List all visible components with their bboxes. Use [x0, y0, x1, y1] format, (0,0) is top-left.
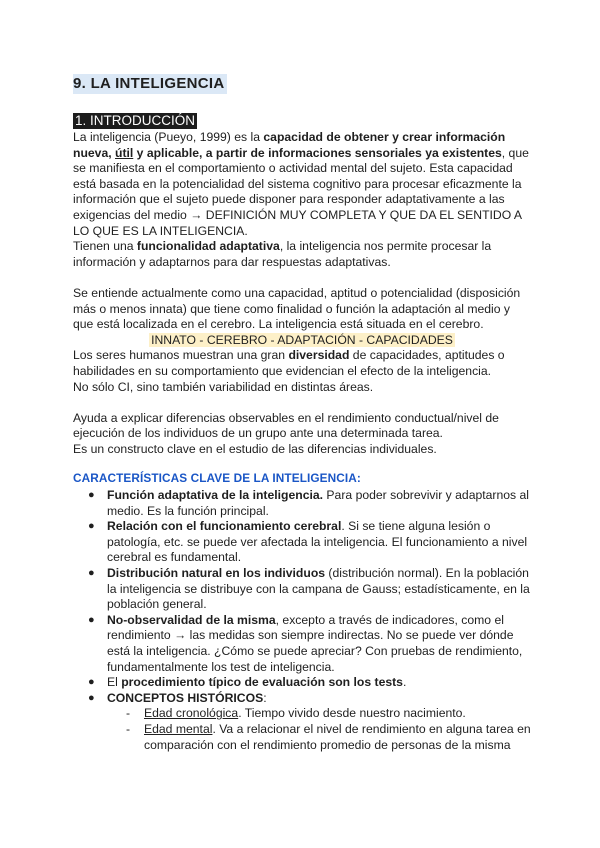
list-item — [73, 566, 531, 613]
paragraph-ci: No sólo CI, sino también variabilidad en distintas áreas. — [73, 379, 374, 394]
paragraph-diversity — [73, 348, 531, 379]
characteristics-list — [73, 488, 531, 753]
section-heading-introduccion: 1. INTRODUCCIÓN — [75, 113, 196, 128]
text-run: Tienen una — [73, 239, 137, 254]
text-run: La inteligencia (Pueyo, 1999) es la — [73, 130, 264, 144]
bullet-icon: ● — [88, 613, 95, 626]
text-run: (distribución normal). En la población la inteligencia se distribuye con la campana de Gauss; estadísticamente, en la población general. — [107, 566, 530, 612]
dash-marker: - — [126, 721, 131, 736]
list-item — [73, 488, 531, 519]
sub-list-item — [107, 706, 531, 722]
list-item — [73, 519, 531, 566]
underlined-term: Edad mental — [144, 721, 213, 736]
highlighted-keywords: INNATO - CEREBRO - ADAPTACIÓN - CAPACIDADES — [151, 332, 453, 347]
bullet-icon: ● — [88, 691, 95, 704]
historical-concepts-list — [107, 706, 531, 753]
list-item — [73, 675, 531, 691]
spacer — [73, 395, 531, 411]
paragraph-explains-differences: Ayuda a explicar diferencias observables en el rendimiento conductual/nivel de ejecución de los individuos de un grupo ante una determinada tarea. — [73, 410, 499, 441]
paragraph-definition — [73, 130, 531, 239]
bullet-icon: ● — [88, 489, 95, 502]
bold-run: No-observalidad de la misma — [107, 612, 276, 627]
text-run: . Tiempo vivido desde nuestro nacimiento. — [238, 706, 466, 721]
text-run: . — [402, 675, 407, 690]
text-run: Para poder sobrevivir y adaptarnos al medio. Es la función principal. — [107, 488, 529, 518]
paragraph-key-construct: Es un constructo clave en el estudio de las diferencias individuales. — [73, 441, 437, 456]
bold-run: funcionalidad adaptativa — [136, 239, 280, 254]
dash-marker: - — [126, 706, 131, 721]
text-run: , que se manifiesta en el comportamiento o actividad mental del sujeto. Esta capacidad está basada en la potencialidad del sistema cognitivo para procesar eficazmente la información que el sujeto puede disponer para responder adaptativamente a las exigencias del medio → DEFINICIÓN MUY COMPLETA Y QUE DA EL SENTIDO A LO QUE ES LA INTELIGENCIA. — [73, 145, 529, 238]
text-run: , excepto a través de indicadores, como el rendimiento → las medidas son siempre indirectas. No se puede ver dónde está la inteligencia. ¿Cómo se puede apreciar? Con pruebas de rendimiento, fundamentalmente los test de inteligencia. — [107, 612, 523, 674]
text-run: : — [263, 690, 267, 705]
paragraph-adaptive-function — [73, 239, 531, 270]
spacer — [73, 270, 531, 286]
highlight-line — [73, 333, 531, 349]
text-run: , la inteligencia nos permite procesar la información y adaptarnos para dar respuestas adaptativas. — [73, 239, 492, 269]
document-page — [73, 74, 531, 753]
bullet-icon: ● — [88, 567, 95, 580]
characteristics-heading: CARACTERÍSTICAS CLAVE DE LA INTELIGENCIA: — [73, 471, 361, 486]
bold-run: Relación con el funcionamiento cerebral — [107, 519, 342, 534]
bold-run: Función adaptativa de la inteligencia. — [107, 488, 324, 503]
bold-run: capacidad de obtener y crear información nueva, — [73, 130, 506, 160]
text-run: de capacidades, aptitudes o habilidades en su comportamiento que evidencian el efecto de la inteligencia. — [73, 348, 505, 378]
list-item — [73, 613, 531, 675]
underlined-term: Edad cronológica — [144, 706, 239, 721]
text-run: . Si se tiene alguna lesión o patología, etc. se puede ver afectada la inteligencia. El funcionamiento a nivel cerebral es fundamental. — [107, 519, 528, 565]
bold-run: CONCEPTOS HISTÓRICOS — [107, 690, 264, 705]
text-run: El — [107, 675, 122, 690]
text-run: . Va a relacionar el nivel de rendimiento en alguna tarea en comparación con el rendimiento promedio de personas de la misma — [144, 721, 531, 752]
bullet-icon: ● — [88, 676, 95, 689]
bold-run: y aplicable, a partir de informaciones sensoriales ya existentes — [133, 145, 502, 160]
sub-list-item — [107, 722, 531, 753]
page-title: 9. LA INTELIGENCIA — [73, 75, 225, 92]
bold-run: Distribución natural en los individuos — [107, 566, 326, 581]
underlined-bold-run: útil — [115, 145, 134, 160]
bullet-icon: ● — [88, 520, 95, 533]
bold-run: procedimiento típico de evaluación son los tests — [121, 675, 403, 690]
text-run: Los seres humanos muestran una gran — [73, 348, 289, 363]
bold-run: diversidad — [288, 348, 350, 363]
list-item — [73, 691, 531, 753]
paragraph-capacity: Se entiende actualmente como una capacidad, aptitud o potencialidad (disposición más o menos innata) que tiene como finalidad o función la adaptación al medio y que está localizada en el cerebro. La inteligencia está situada en el cerebro. — [73, 285, 521, 332]
